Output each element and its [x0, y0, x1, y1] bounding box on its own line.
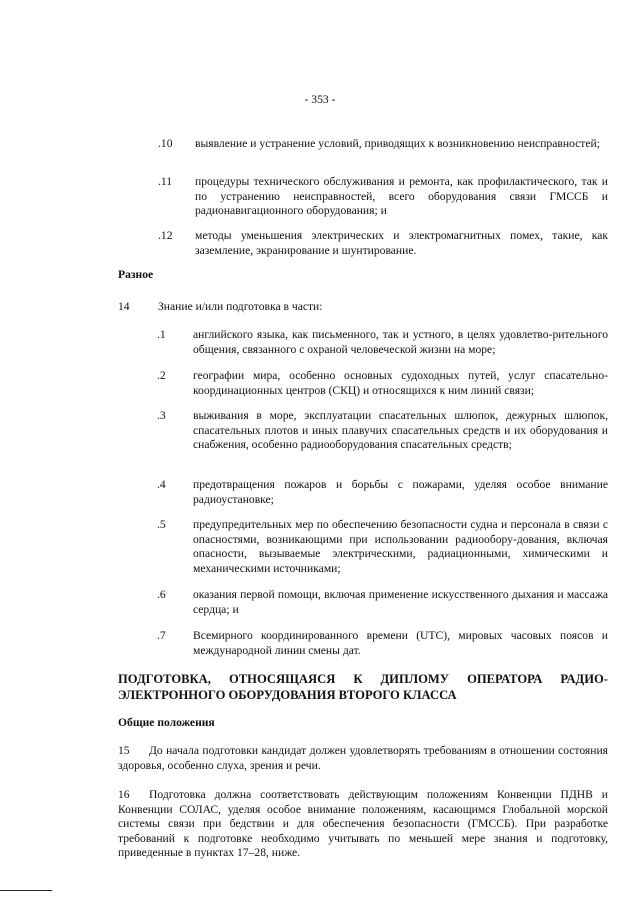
paragraph-number: 15: [118, 744, 130, 757]
list-item-text: методы уменьшения электрических и электромагнитных помех, такие, как заземление, экранирование и шунтирование.: [195, 229, 608, 257]
list-item-text: предупредительных мер по обеспечению безопасности судна и персонала в связи с опасностями, возникающими при использовании радиообору-дования, включая опасности, вызываемые электрическими, радиационными, химическими и механическими источниками;: [193, 518, 608, 575]
paragraph-text: До начала подготовки кандидат должен удовлетворять требованиям в отношении состояния здоровья, особенно слуха, зрения и речи.: [118, 744, 608, 772]
paragraph-text: Подготовка должна соответствовать действующим положениям Конвенции ПДНВ и Конвенции СОЛАС, уделяя особое внимание положениям, касающимся Глобальной морской системы связи при бедствии и для обеспечения безопасности (ГМССБ). При разработке требований к подготовке необходимо учитывать по меньшей мере знания и подготовку, приведенные в пунктах 17–28, ниже.: [118, 788, 608, 860]
list-item-number: .7: [157, 629, 166, 642]
list-item-number: .10: [158, 137, 173, 150]
section-heading-misc: Разное: [118, 268, 154, 281]
paragraph-number: 16: [118, 788, 130, 801]
list-item-number: .2: [157, 369, 166, 382]
list-item-text: процедуры технического обслуживания и ремонта, как профилактического, так и по устранению неисправностей, всего оборудования связи ГМССБ и радионавигационного оборудования; и: [195, 175, 608, 218]
paragraph-text: Знание и/или подготовка в части:: [158, 300, 323, 313]
list-item-number: .12: [158, 229, 173, 242]
list-item-text: предотвращения пожаров и борьбы с пожарами, уделяя особое внимание радиоустановке;: [193, 478, 608, 506]
list-item-number: .11: [158, 175, 173, 188]
list-item-text: выявление и устранение условий, приводящих к возникновению неисправностей;: [195, 137, 600, 150]
paragraph-15: [118, 744, 608, 773]
list-item-number: .6: [157, 588, 166, 601]
paragraph-number: 14: [118, 300, 130, 313]
list-item-text: английского языка, как письменного, так и устного, в целях удовлетво-рительного общения, связанного с охраной человеческой жизни на море;: [193, 328, 608, 356]
page-number: - 353 -: [304, 93, 336, 106]
list-item-number: .1: [157, 328, 166, 341]
main-heading: ПОДГОТОВКА, ОТНОСЯЩАЯСЯ К ДИПЛОМУ ОПЕРАТОРА РАДИО-ЭЛЕКТРОННОГО ОБОРУДОВАНИЯ ВТОРОГО КЛАССА: [118, 672, 608, 702]
footnote-rule: [0, 890, 52, 891]
list-item-text: выживания в море, эксплуатации спасательных шлюпок, дежурных шлюпок, спасательных плотов и иных плавучих спасательных средств и их оборудования и снабжения, особенно радиооборудования спасательных средств;: [193, 409, 608, 452]
list-item-number: .5: [157, 518, 166, 531]
section-heading-general: Общие положения: [118, 716, 215, 729]
list-item-text: Всемирного координированного времени (UTC), мировых часовых поясов и международной линии смены дат.: [193, 629, 608, 657]
paragraph-16: [118, 788, 608, 861]
list-item-number: .4: [157, 478, 166, 491]
list-item-text: оказания первой помощи, включая применение искусственного дыхания и массажа сердца; и: [193, 588, 608, 616]
list-item-number: .3: [157, 409, 166, 422]
list-item-text: географии мира, особенно основных судоходных путей, услуг спасательно-координационных центров (СКЦ) и относящихся к ним линий связи;: [193, 369, 608, 397]
